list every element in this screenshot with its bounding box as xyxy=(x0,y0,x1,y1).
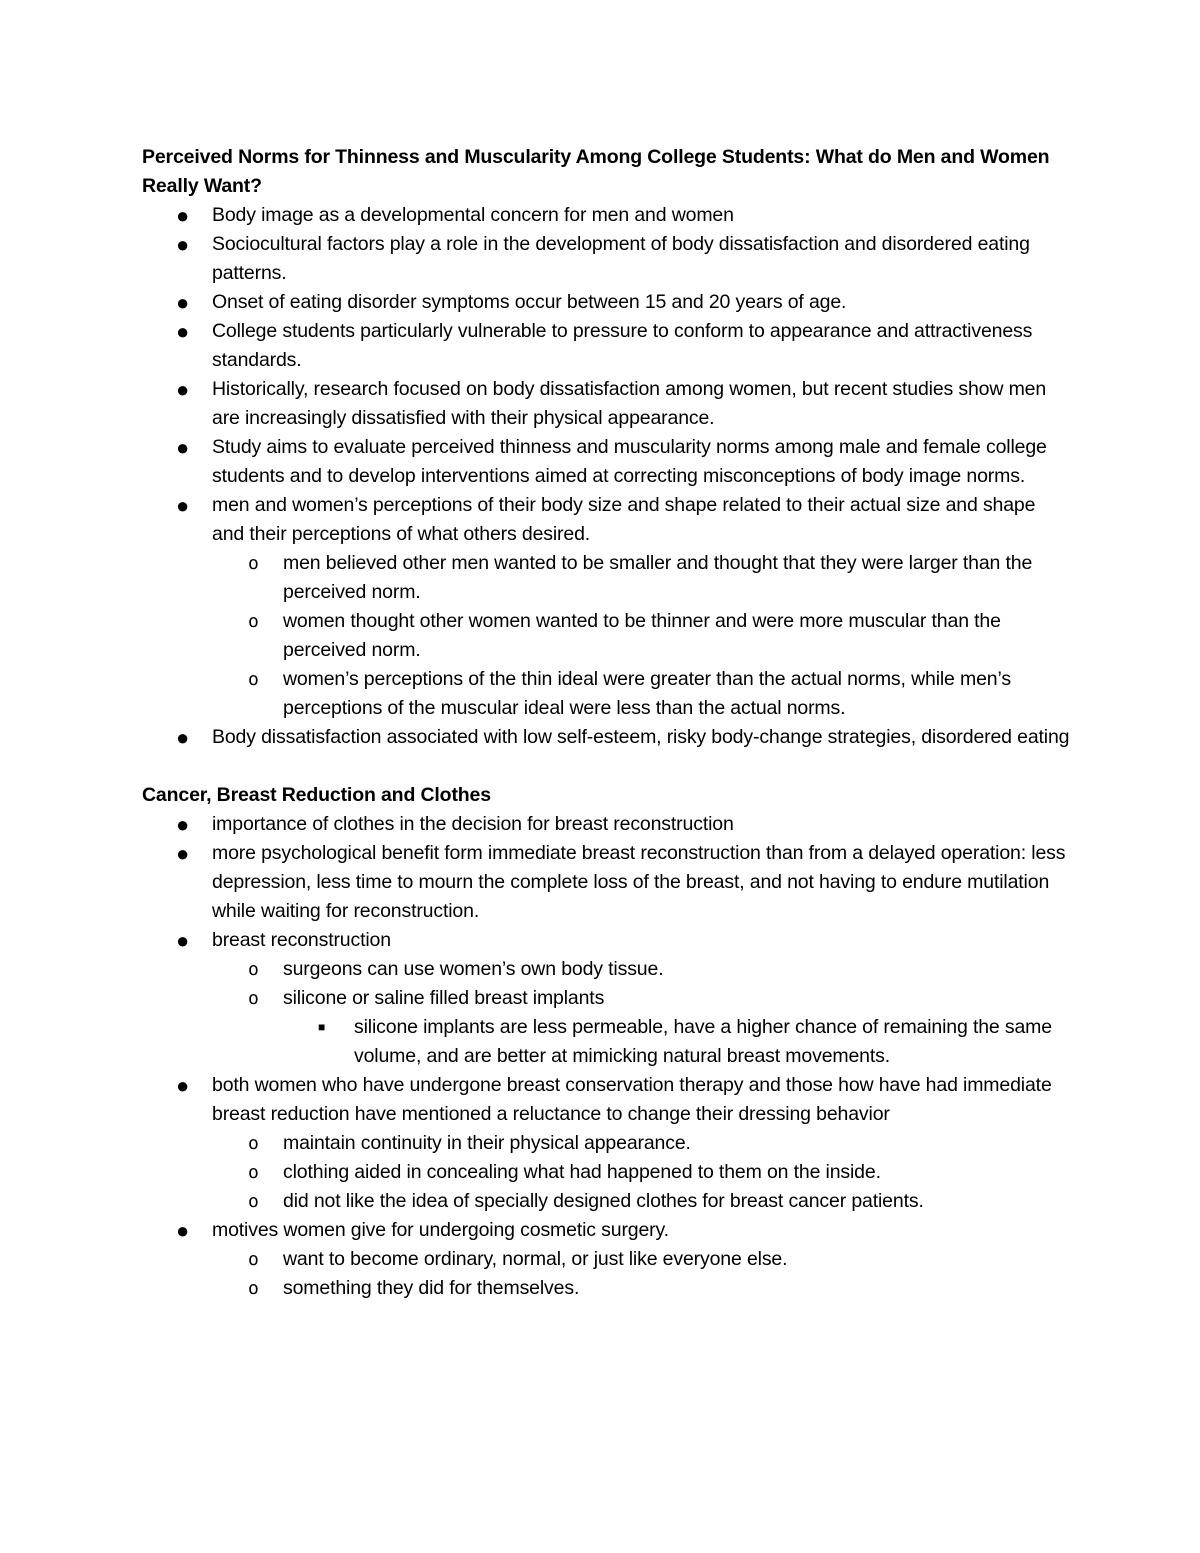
sub-list-item-text: maintain continuity in their physical appearance. xyxy=(283,1132,691,1154)
bullet-icon: ● xyxy=(176,377,190,402)
list-item xyxy=(142,230,1072,288)
list-item xyxy=(142,723,1072,752)
list-item xyxy=(142,491,1072,723)
sub-bullet-icon: o xyxy=(248,959,259,980)
sub-bullet-icon: o xyxy=(248,1133,259,1154)
sub-bullet-icon: o xyxy=(248,1191,259,1212)
sub-bullet-list xyxy=(212,1129,1072,1216)
bullet-icon: ● xyxy=(176,812,190,837)
sub-bullet-icon: o xyxy=(248,1162,259,1183)
section-spacer xyxy=(142,752,1072,781)
sub-list-item-text: women thought other women wanted to be thinner and were more muscular than the perceived norm. xyxy=(283,610,1001,661)
sub-sub-list-item xyxy=(142,1013,1072,1071)
list-item xyxy=(142,810,1072,839)
list-item-text: motives women give for undergoing cosmetic surgery. xyxy=(212,1219,669,1241)
bullet-icon: ● xyxy=(176,841,190,866)
list-item xyxy=(142,1216,1072,1303)
sub-list-item-text: something they did for themselves. xyxy=(283,1277,580,1299)
list-item-text: Onset of eating disorder symptoms occur between 15 and 20 years of age. xyxy=(212,291,847,313)
sub-bullet-icon: o xyxy=(248,669,259,690)
sub-list-item-text: men believed other men wanted to be smaller and thought that they were larger than the perceived norm. xyxy=(283,552,1033,603)
sub-list-item xyxy=(142,665,1072,723)
sub-sub-bullet-list xyxy=(283,1013,1072,1071)
list-item-text: both women who have undergone breast conservation therapy and those how have had immediate breast reduction have mentioned a reluctance to change their dressing behavior xyxy=(212,1074,1052,1125)
sub-list-item xyxy=(142,1129,1072,1158)
sub-list-item xyxy=(142,607,1072,665)
list-item xyxy=(142,433,1072,491)
sub-list-item xyxy=(142,1187,1072,1216)
list-item-text: Sociocultural factors play a role in the development of body dissatisfaction and disordered eating patterns. xyxy=(212,233,1030,284)
square-bullet-icon: ■ xyxy=(318,1020,326,1034)
list-item-text: Body dissatisfaction associated with low self-esteem, risky body-change strategies, disordered eating xyxy=(212,726,1070,748)
section-title: Perceived Norms for Thinness and Muscularity Among College Students: What do Men and Women Really Want? xyxy=(142,146,1050,197)
bullet-icon: ● xyxy=(176,725,190,750)
list-item xyxy=(142,288,1072,317)
sub-list-item-text: clothing aided in concealing what had happened to them on the inside. xyxy=(283,1161,881,1183)
sub-sub-list-item-text: silicone implants are less permeable, have a higher chance of remaining the same volume, and are better at mimicking natural breast movements. xyxy=(354,1016,1052,1067)
sub-bullet-list xyxy=(212,1245,1072,1303)
sub-list-item-text: did not like the idea of specially designed clothes for breast cancer patients. xyxy=(283,1190,924,1212)
sub-list-item xyxy=(142,955,1072,984)
sub-bullet-list xyxy=(212,549,1072,723)
sub-bullet-icon: o xyxy=(248,553,259,574)
sub-list-item xyxy=(142,1158,1072,1187)
bullet-icon: ● xyxy=(176,290,190,315)
sub-list-item-text: silicone or saline filled breast implants xyxy=(283,987,605,1009)
section-title: Cancer, Breast Reduction and Clothes xyxy=(142,784,491,806)
document-page xyxy=(142,143,1072,1303)
bullet-icon: ● xyxy=(176,1073,190,1098)
bullet-icon: ● xyxy=(176,232,190,257)
sub-list-item xyxy=(142,1274,1072,1303)
bullet-icon: ● xyxy=(176,319,190,344)
bullet-icon: ● xyxy=(176,203,190,228)
list-item xyxy=(142,839,1072,926)
sub-bullet-icon: o xyxy=(248,1278,259,1299)
list-item-text: breast reconstruction xyxy=(212,929,391,951)
bullet-list xyxy=(142,201,1072,752)
sub-list-item-text: surgeons can use women’s own body tissue. xyxy=(283,958,664,980)
bullet-icon: ● xyxy=(176,493,190,518)
list-item xyxy=(142,375,1072,433)
list-item-text: men and women’s perceptions of their body size and shape related to their actual size and shape and their perceptions of what others desired. xyxy=(212,494,1036,545)
bullet-icon: ● xyxy=(176,928,190,953)
sub-list-item xyxy=(142,984,1072,1071)
bullet-icon: ● xyxy=(176,435,190,460)
sub-list-item xyxy=(142,1245,1072,1274)
sub-bullet-icon: o xyxy=(248,1249,259,1270)
sub-list-item-text: want to become ordinary, normal, or just like everyone else. xyxy=(283,1248,788,1270)
sub-bullet-list xyxy=(212,955,1072,1071)
bullet-list xyxy=(142,810,1072,1303)
list-item-text: Study aims to evaluate perceived thinness and muscularity norms among male and female college students and to develop interventions aimed at correcting misconceptions of body image norms. xyxy=(212,436,1047,487)
sub-bullet-icon: o xyxy=(248,611,259,632)
list-item-text: importance of clothes in the decision for breast reconstruction xyxy=(212,813,734,835)
list-item-text: College students particularly vulnerable to pressure to conform to appearance and attractiveness standards. xyxy=(212,320,1033,371)
sub-list-item-text: women’s perceptions of the thin ideal were greater than the actual norms, while men’s perceptions of the muscular ideal were less than the actual norms. xyxy=(283,668,1011,719)
list-item-text: more psychological benefit form immediate breast reconstruction than from a delayed operation: less depression, less time to mourn the complete loss of the breast, and not having to endure mutilation while waiting for reconstruction. xyxy=(212,842,1066,922)
bullet-icon: ● xyxy=(176,1218,190,1243)
list-item xyxy=(142,1071,1072,1216)
list-item xyxy=(142,317,1072,375)
list-item-text: Historically, research focused on body dissatisfaction among women, but recent studies show men are increasingly dissatisfied with their physical appearance. xyxy=(212,378,1047,429)
list-item-text: Body image as a developmental concern for men and women xyxy=(212,204,734,226)
sub-bullet-icon: o xyxy=(248,988,259,1009)
sub-list-item xyxy=(142,549,1072,607)
list-item xyxy=(142,201,1072,230)
list-item xyxy=(142,926,1072,1071)
